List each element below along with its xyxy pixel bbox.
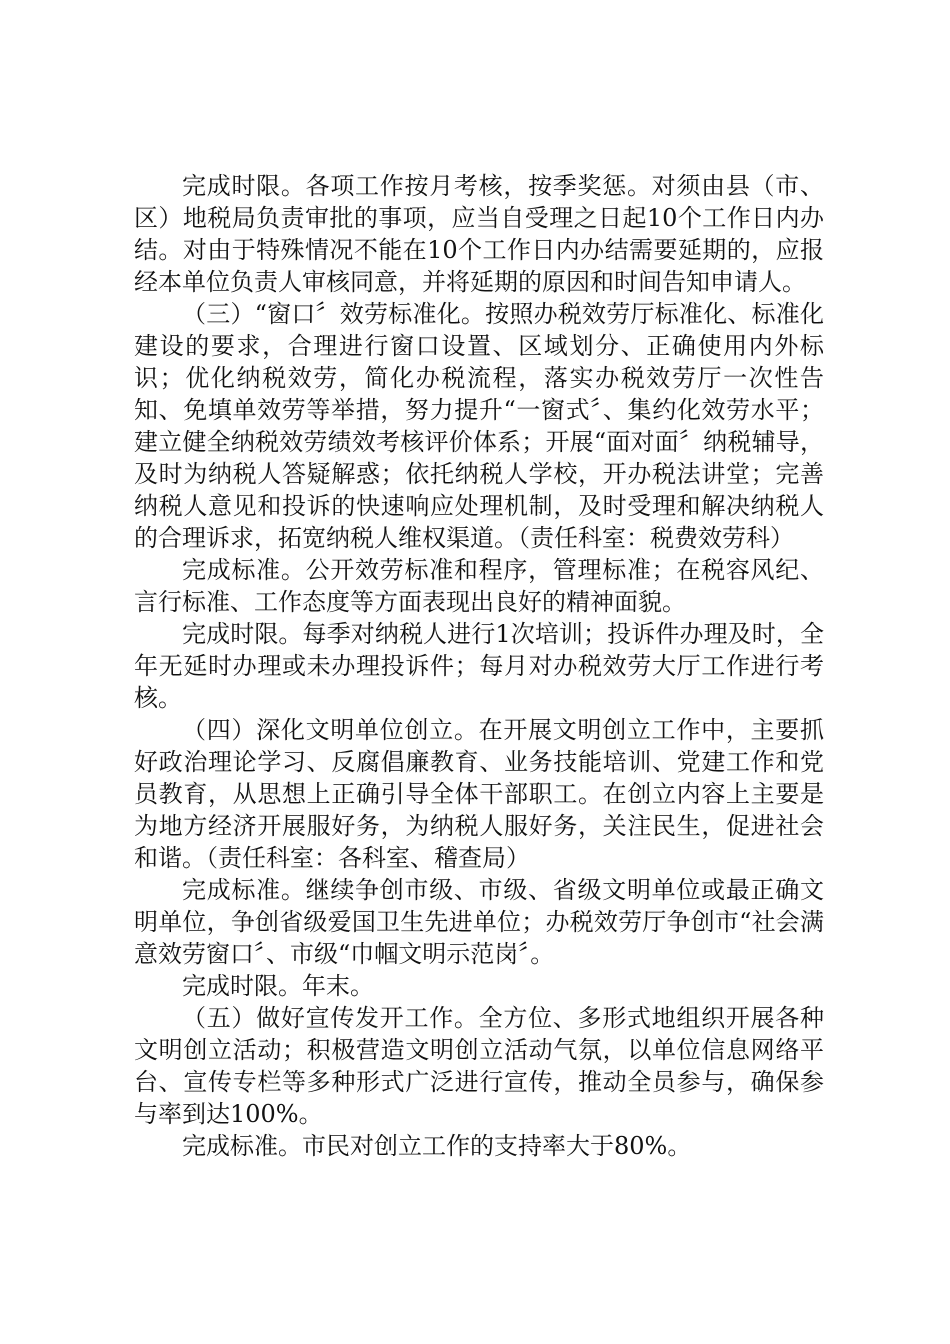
- paragraph-completion-deadline-3: 完成时限。年末。: [182, 972, 374, 1000]
- document-body: [134, 170, 824, 1162]
- paragraph-civilized-unit-creation: （四）深化文明单位创立。在开展文明创立工作中，主要抓好政治理论学习、反腐倡廉教育、业务技能培训、党建工作和党员教育，从思想上正确引导全体干部职工。在创立内容上主要是为地方经济开展服好务，为纳税人服好务，关注民生，促进社会和谐。（责任科室：各科室、稽查局）: [134, 716, 824, 872]
- paragraph-completion-deadline-1: 完成时限。各项工作按月考核，按季奖惩。对须由县（市、区）地税局负责审批的事项，应当自受理之日起10个工作日内办结。对由于特殊情况不能在10个工作日内办结需要延期的，应报经本单位负责人审核同意，并将延期的原因和时间告知申请人。: [134, 172, 824, 296]
- paragraph-window-service-standardization: （三）“窗口〞效劳标准化。按照办税效劳厅标准化、标准化建设的要求，合理进行窗口设置、区域划分、正确使用内外标识；优化纳税效劳，简化办税流程，落实办税效劳厅一次性告知、免填单效劳等举措，努力提升“一窗式〞、集约化效劳水平；建立健全纳税效劳绩效考核评价体系；开展“面对面〞纳税辅导，及时为纳税人答疑解惑；依托纳税人学校，开办税法讲堂；完善纳税人意见和投诉的快速响应处理机制，及时受理和解决纳税人的合理诉求，拓宽纳税人维权渠道。（责任科室：税费效劳科）: [134, 300, 824, 552]
- paragraph-completion-standard-1: 完成标准。公开效劳标准和程序，管理标准；在税容风纪、言行标准、工作态度等方面表现出良好的精神面貌。: [134, 556, 824, 616]
- paragraph-completion-deadline-2: 完成时限。每季对纳税人进行1次培训；投诉件办理及时，全年无延时办理或未办理投诉件；每月对办税效劳大厅工作进行考核。: [134, 620, 824, 712]
- paragraph-publicity-work: （五）做好宣传发开工作。全方位、多形式地组织开展各种文明创立活动；积极营造文明创立活动气氛，以单位信息网络平台、宣传专栏等多种形式广泛进行宣传，推动全员参与，确保参与率到达100%。: [134, 1004, 824, 1128]
- paragraph-completion-standard-2: 完成标准。继续争创市级、市级、省级文明单位或最正确文明单位，争创省级爱国卫生先进单位；办税效劳厅争创市“社会满意效劳窗口〞、市级“巾帼文明示范岗〞。: [134, 876, 824, 968]
- paragraph-completion-standard-3: 完成标准。市民对创立工作的支持率大于80%。: [182, 1132, 692, 1160]
